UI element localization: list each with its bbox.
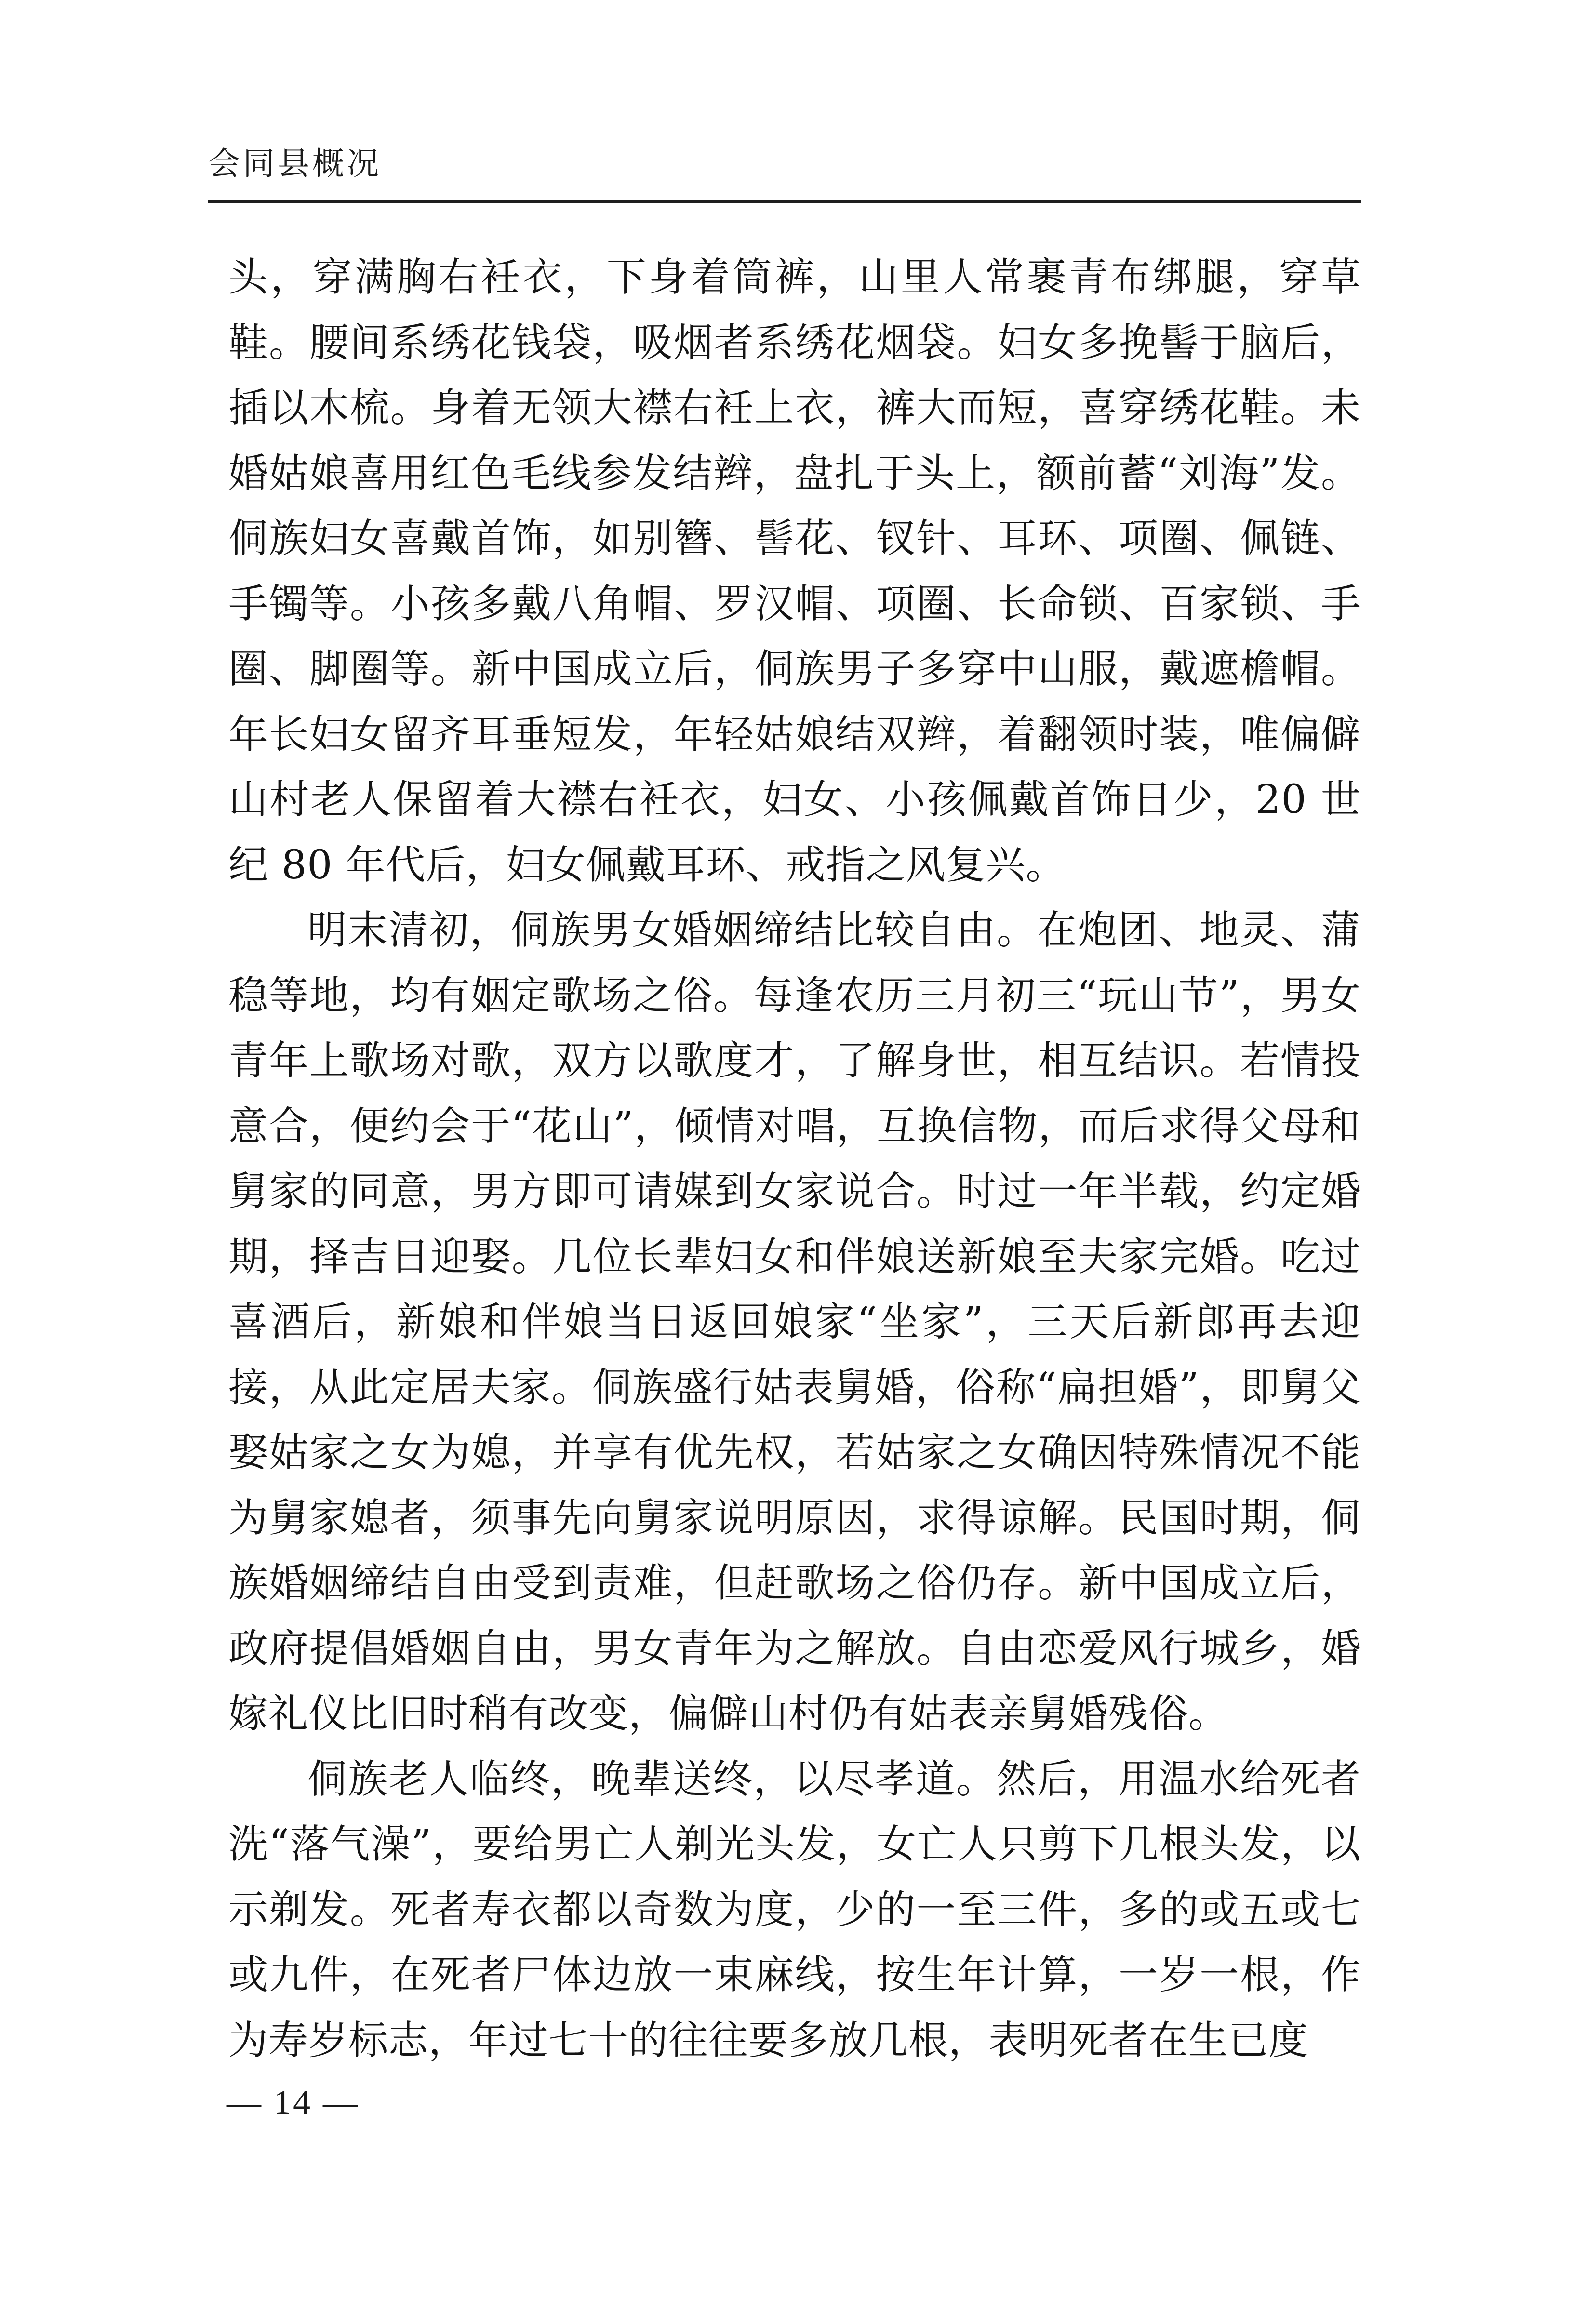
- body-text: [228, 245, 1361, 2073]
- page-number: — 14 —: [227, 2083, 360, 2122]
- header-rule-divider: [208, 200, 1361, 203]
- paragraph-clothing-customs: 头，穿满胸右衽衣，下身着筒裤，山里人常裹青布绑腿，穿草鞋。腰间系绣花钱袋，吸烟者系绣花烟袋。妇女多挽髻于脑后，插以木梳。身着无领大襟右衽上衣，裤大而短，喜穿绣花鞋。未婚姑娘喜用红色毛线参发结辫，盘扎于头上，额前蓄“刘海”发。侗族妇女喜戴首饰，如别簪、髻花、钗针、耳环、项圈、佩链、手镯等。小孩多戴八角帽、罗汉帽、项圈、长命锁、百家锁、手圈、脚圈等。新中国成立后，侗族男子多穿中山服，戴遮檐帽。年长妇女留齐耳垂短发，年轻姑娘结双辫，着翻领时装，唯偏僻山村老人保留着大襟右衽衣，妇女、小孩佩戴首饰日少，20 世纪 80 年代后，妇女佩戴耳环、戒指之风复兴。: [228, 254, 1361, 888]
- paragraph-funeral-customs: 侗族老人临终，晚辈送终，以尽孝道。然后，用温水给死者洗“落气澡”，要给男亡人剃光头发，女亡人只剪下几根头发，以示剃发。死者寿衣都以奇数为度，少的一至三件，多的或五或七或九件，在死者尸体边放一束麻线，按生年计算，一岁一根，作为寿岁标志，年过七十的往往要多放几根，表明死者在生已度: [228, 1756, 1361, 2063]
- paragraph-marriage-customs: 明末清初，侗族男女婚姻缔结比较自由。在炮团、地灵、蒲稳等地，均有姻定歌场之俗。每逢农历三月初三“玩山节”，男女青年上歌场对歌，双方以歌度才，了解身世，相互结识。若情投意合，便约会于“花山”，倾情对唱，互换信物，而后求得父母和舅家的同意，男方即可请媒到女家说合。时过一年半载，约定婚期，择吉日迎娶。几位长辈妇女和伴娘送新娘至夫家完婚。吃过喜酒后，新娘和伴娘当日返回娘家“坐家”，三天后新郎再去迎接，从此定居夫家。侗族盛行姑表舅婚，俗称“扁担婚”，即舅父娶姑家之女为媳，并享有优先权，若姑家之女确因特殊情况不能为舅家媳者，须事先向舅家说明原因，求得谅解。民国时期，侗族婚姻缔结自由受到责难，但赶歌场之俗仍存。新中国成立后，政府提倡婚姻自由，男女青年为之解放。自由恋爱风行城乡，婚嫁礼仪比旧时稍有改变，偏僻山村仍有姑表亲舅婚残俗。: [228, 907, 1361, 1737]
- running-title: 会同县概况: [208, 145, 382, 182]
